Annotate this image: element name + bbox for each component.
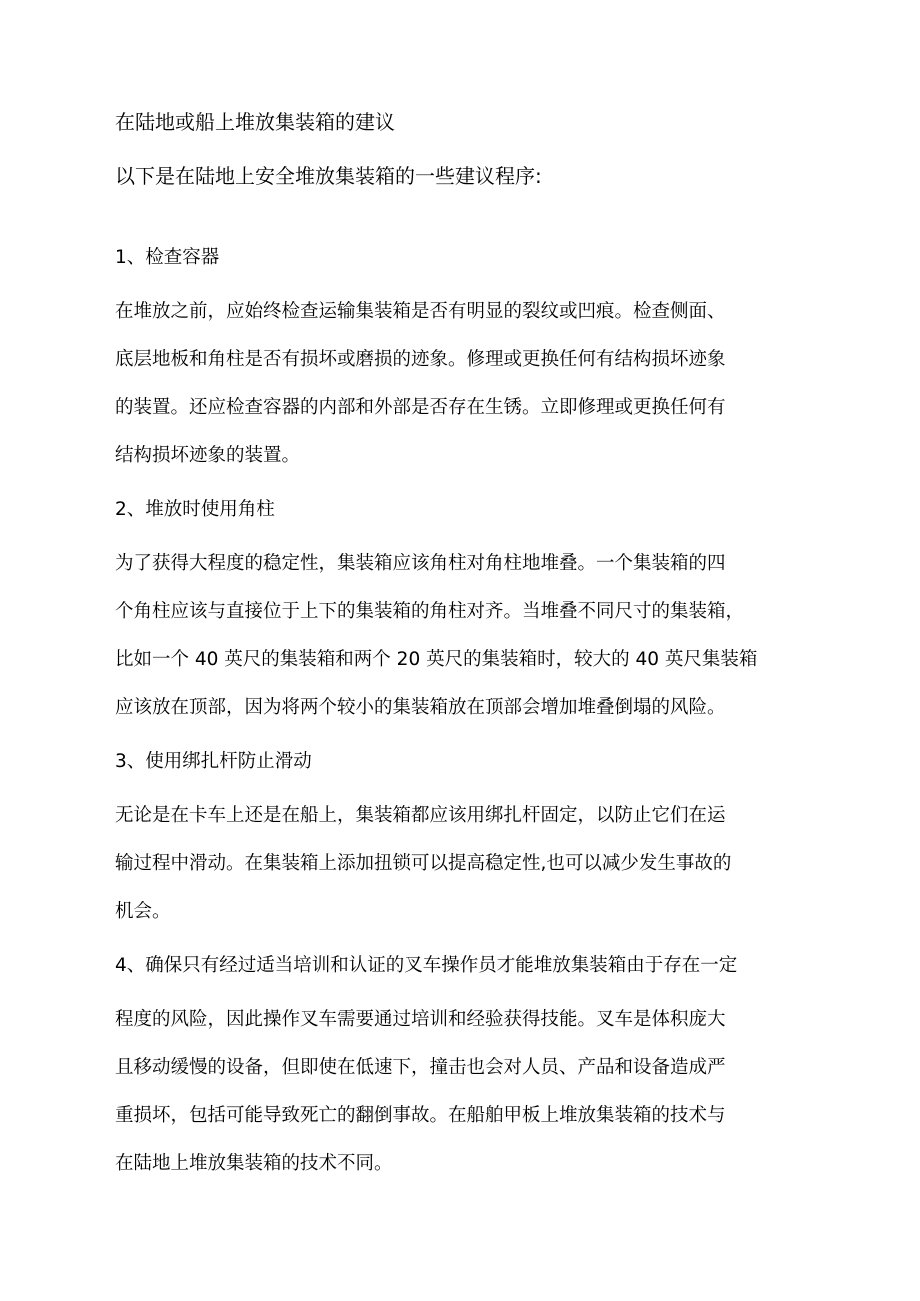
document-intro: 以下是在陆地上安全堆放集装箱的一些建议程序: [115, 164, 542, 188]
paragraph-line: 应该放在顶部，因为将两个较小的集装箱放在顶部会增加堆叠倒塌的风险。 [115, 697, 726, 718]
section-heading: 4、确保只有经过适当培训和认证的叉车操作员才能堆放集装箱由于存在一定 [115, 955, 738, 976]
section-body [115, 996, 815, 1188]
paragraph-line: 且移动缓慢的设备，但即使在低速下，撞击也会对人员、产品和设备造成严 [115, 1057, 726, 1078]
paragraph-line: 比如一个 40 英尺的集装箱和两个 20 英尺的集装箱时，较大的 40 英尺集装箱 [115, 649, 758, 670]
paragraph-line: 为了获得大程度的稳定性，集装箱应该角柱对角柱地堆叠。一个集装箱的四 [115, 553, 726, 574]
section-4 [115, 948, 815, 1188]
paragraph-line: 输过程中滑动。在集装箱上添加扭锁可以提高稳定性,也可以减少发生事故的 [115, 853, 732, 874]
section-3 [115, 744, 815, 936]
section-heading: 1、检查容器 [115, 247, 220, 268]
paragraph-line: 在堆放之前，应始终检查运输集装箱是否有明显的裂纹或凹痕。检查侧面、 [115, 301, 726, 322]
section-heading: 3、使用绑扎杆防止滑动 [115, 751, 312, 772]
document-title: 在陆地或船上堆放集装箱的建议 [115, 110, 395, 134]
section-1 [115, 240, 815, 480]
paragraph-line: 结构损坏迹象的装置。 [115, 445, 301, 466]
paragraph-line: 重损坏，包括可能导致死亡的翻倒事故。在船舶甲板上堆放集装箱的技术与 [115, 1105, 726, 1126]
paragraph-line: 机会。 [115, 901, 171, 922]
paragraph-line: 在陆地上堆放集装箱的技术不同。 [115, 1153, 393, 1174]
paragraph-line: 程度的风险，因此操作叉车需要通过培训和经验获得技能。叉车是体积庞大 [115, 1009, 726, 1030]
sections-container [115, 240, 815, 1200]
paragraph-line: 无论是在卡车上还是在船上，集装箱都应该用绑扎杆固定，以防止它们在运 [115, 805, 726, 826]
paragraph-line: 个角柱应该与直接位于上下的集装箱的角柱对齐。当堆叠不同尺寸的集装箱， [115, 601, 745, 622]
section-2 [115, 492, 815, 732]
section-body [115, 792, 815, 936]
section-body [115, 288, 815, 480]
section-heading: 2、堆放时使用角柱 [115, 499, 275, 520]
paragraph-line: 的装置。还应检查容器的内部和外部是否存在生锈。立即修理或更换任何有 [115, 397, 726, 418]
paragraph-line: 底层地板和角柱是否有损坏或磨损的迹象。修理或更换任何有结构损坏迹象 [115, 349, 726, 370]
section-body [115, 540, 815, 732]
